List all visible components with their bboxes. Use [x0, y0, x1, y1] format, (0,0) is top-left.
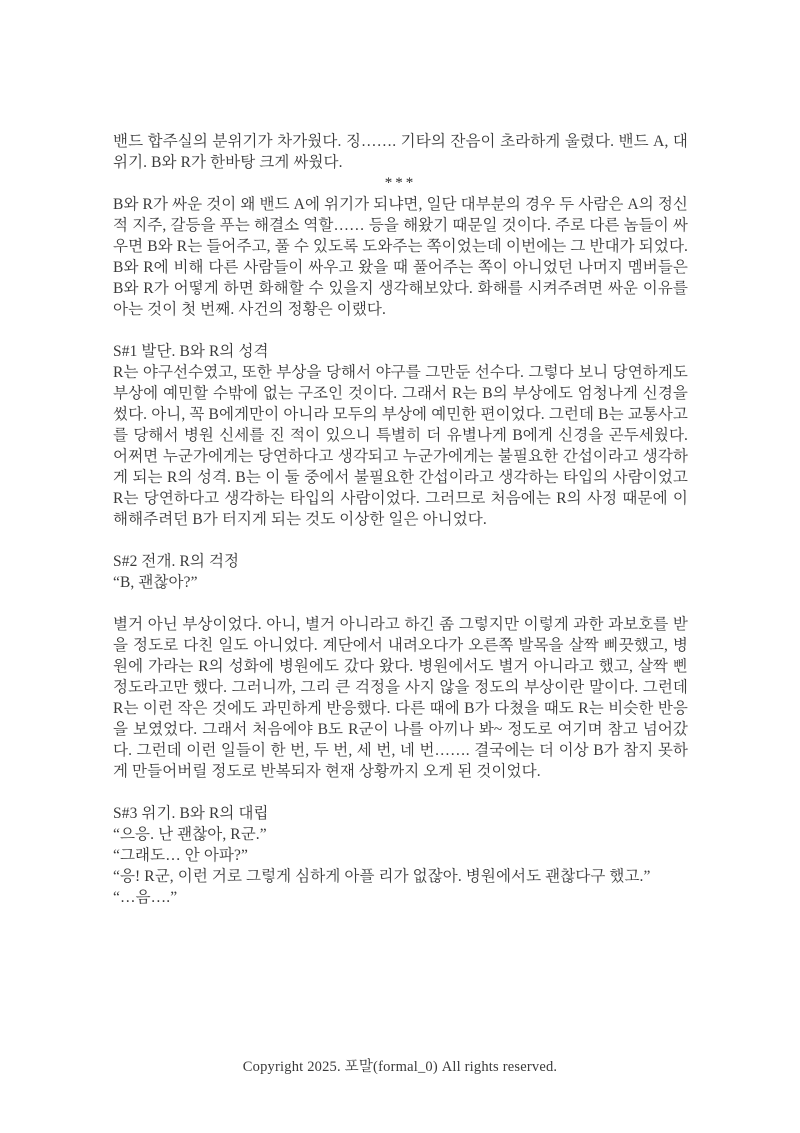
scene-heading-s3: S#3 위기. B와 R의 대립 [113, 805, 269, 822]
scene-body-s2: 별거 아닌 부상이었다. 아니, 별거 아니라고 하긴 좀 그렇지만 이렇게 과한 과보호를 받을 정도로 다친 일도 아니었다. 계단에서 내려오다가 오른쪽 발목을 살짝 삐끗했고, 병원에 가라는 R의 성화에 병원에도 갔다 왔다. 병원에서도 별거 아니라고 했고, 살짝 삔 정도라고만 했다. 그러니까, 그리 큰 걱정을 사지 않을 정도의 부상이란 말이다. 그런데 R는 이런 작은 것에도 과민하게 반응했다. 다른 때에 B가 다쳤을 때도 R는 비슷한 반응을 보였었다. 그래서 처음에야 B도 R군이 나를 아끼나 봐~ 정도로 여기며 참고 넘어갔다. 그런데 이런 일들이 한 번, 두 번, 세 번, 네 번……. 결국에는 더 이상 B가 참지 못하게 만들어버릴 정도로 반복되자 현재 상황까지 오게 된 것이었다. [113, 616, 688, 780]
intro-paragraph: 밴드 합주실의 분위기가 차가웠다. 징……. 기타의 잔음이 초라하게 울렸다. 밴드 A, 대위기. B와 R가 한바탕 크게 싸웠다. [113, 133, 688, 171]
section-s3 [113, 803, 688, 908]
footer-copyright: Copyright 2025. 포말(formal_0) All rights reserved. [242, 1059, 558, 1075]
scene-separator: *** [384, 175, 417, 191]
context-paragraph: B와 R가 싸운 것이 왜 밴드 A에 위기가 되냐면, 일단 대부분의 경우 두 사람은 A의 정신적 지주, 갈등을 푸는 해결소 역할…… 등을 해왔기 때문일 것이다. 주로 다른 놈들이 싸우면 B와 R는 들어주고, 풀 수 있도록 도와주는 쪽이었는데 이번에는 그 반대가 되었다. B와 R에 비해 다른 사람들이 싸우고 왔을 때 풀어주는 쪽이 아니었던 나머지 멤버들은 B와 R가 어떻게 하면 화해할 수 있을지 생각해보았다. 화해를 시켜주려면 싸운 이유를 아는 것이 첫 번째. 사건의 정황은 이랬다. [113, 196, 689, 318]
story-content [113, 131, 688, 908]
dialogue-line: “B, 괜찮아?” [113, 574, 198, 591]
section-s1 [113, 341, 688, 530]
dialogue-line: “그래도… 안 아파?” [113, 847, 248, 864]
scene-heading-s2: S#2 전개. R의 걱정 [113, 553, 240, 570]
dialogue-line: “응! R군, 이런 거로 그렇게 심하게 아플 리가 없잖아. 병원에서도 괜찮다구 했고.” [113, 868, 651, 885]
scene-body-s1: R는 야구선수였고, 또한 부상을 당해서 야구를 그만둔 선수다. 그렇다 보니 당연하게도 부상에 예민할 수밖에 없는 구조인 것이다. 그래서 R는 B의 부상에도 엄청나게 신경을 썼다. 아니, 꼭 B에게만이 아니라 모두의 부상에 예민한 편이었다. 그런데 B는 교통사고를 당해서 병원 신세를 진 적이 있으니 특별히 더 유별나게 B에게 신경을 곤두세웠다. 어쩌면 누군가에게는 당연하다고 생각되고 누군가에게는 불필요한 간섭이라고 생각하게 되는 R의 성격. B는 이 둘 중에서 불필요한 간섭이라고 생각하는 타입의 사람이었고 R는 당연하다고 생각하는 타입의 사람이었다. 그러므로 처음에는 R의 사정 때문에 이해해주려던 B가 터지게 되는 것도 이상한 일은 아니었다. [113, 364, 689, 528]
dialogue-line: “…음….” [113, 889, 178, 906]
dialogue-line: “으응. 난 괜찮아, R군.” [113, 826, 267, 843]
scene-heading-s1: S#1 발단. B와 R의 성격 [113, 343, 269, 360]
section-s2 [113, 551, 688, 782]
